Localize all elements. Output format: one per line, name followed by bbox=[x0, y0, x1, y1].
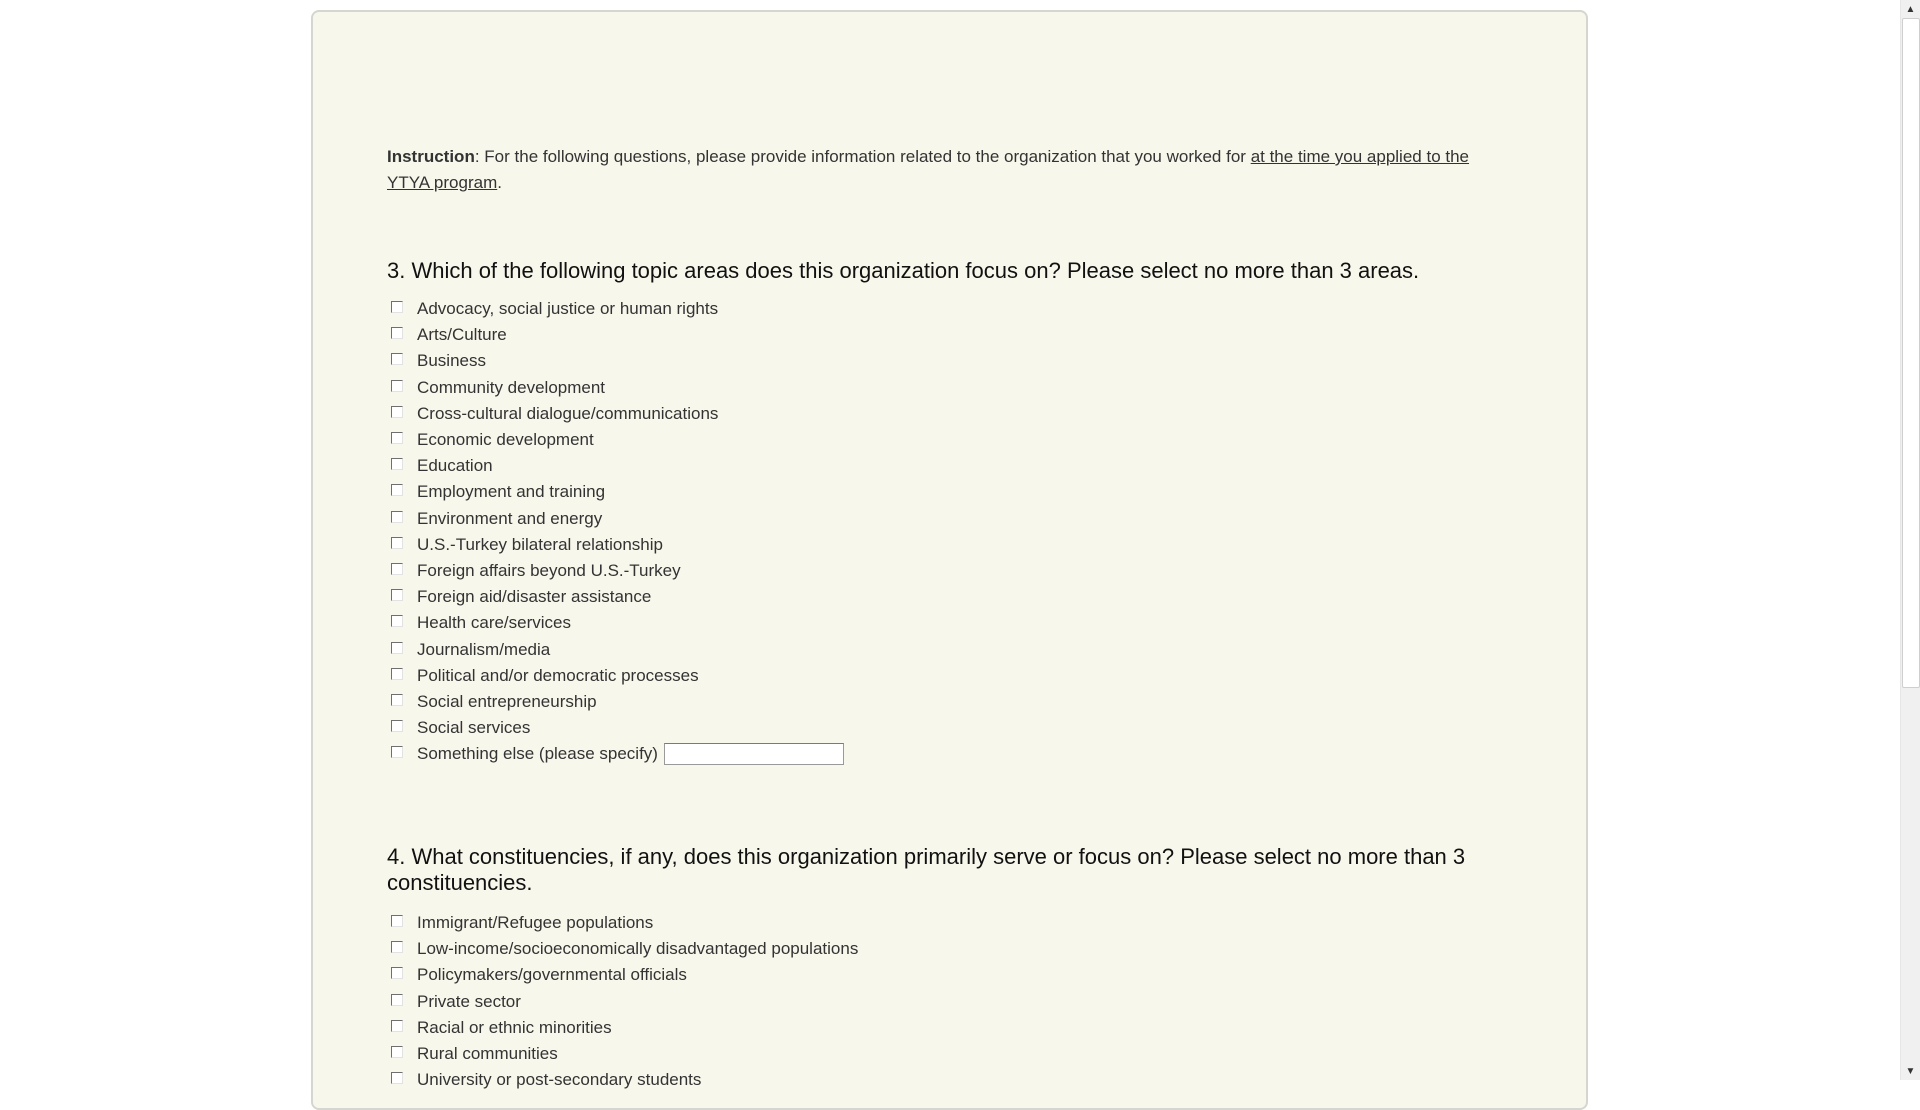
instruction-body: : For the following questions, please provide information related to the organization that you worked for bbox=[474, 147, 1251, 166]
option-label[interactable]: Racial or ethnic minorities bbox=[417, 1017, 612, 1037]
option-label[interactable]: Private sector bbox=[417, 991, 521, 1011]
option-economic-development[interactable] bbox=[391, 427, 844, 453]
checkbox[interactable] bbox=[391, 432, 403, 444]
option-private-sector[interactable] bbox=[391, 989, 858, 1015]
option-label[interactable]: Social entrepreneurship bbox=[417, 691, 597, 711]
scroll-down-icon[interactable]: ▼ bbox=[1905, 1065, 1916, 1077]
option-business[interactable] bbox=[391, 348, 844, 374]
checkbox[interactable] bbox=[391, 1020, 403, 1032]
checkbox[interactable] bbox=[391, 537, 403, 549]
option-label[interactable]: Education bbox=[417, 456, 493, 476]
option-community-development[interactable] bbox=[391, 375, 844, 401]
option-education[interactable] bbox=[391, 453, 844, 479]
checkbox[interactable] bbox=[391, 301, 403, 313]
question-3-title: 3. Which of the following topic areas does this organization focus on? Please select no more than 3 areas. bbox=[387, 258, 1420, 283]
option-health-care[interactable] bbox=[391, 610, 844, 636]
option-label[interactable]: Environment and energy bbox=[417, 508, 603, 528]
option-foreign-affairs[interactable] bbox=[391, 558, 844, 584]
checkbox[interactable] bbox=[391, 406, 403, 418]
option-advocacy[interactable] bbox=[391, 296, 844, 322]
option-label[interactable]: Political and/or democratic processes bbox=[417, 665, 699, 685]
option-arts-culture[interactable] bbox=[391, 322, 844, 348]
option-label[interactable]: Low-income/socioeconomically disadvantaged populations bbox=[417, 939, 859, 959]
instruction-link[interactable]: at the time you applied to the YTYA program bbox=[387, 147, 1469, 192]
option-policymakers[interactable] bbox=[391, 962, 858, 988]
option-employment-training[interactable] bbox=[391, 479, 844, 505]
something-else-input[interactable] bbox=[664, 743, 844, 765]
checkbox[interactable] bbox=[391, 1046, 403, 1058]
option-label[interactable]: Employment and training bbox=[417, 482, 606, 502]
option-cross-cultural[interactable] bbox=[391, 401, 844, 427]
option-label[interactable]: Health care/services bbox=[417, 613, 572, 633]
instruction-end: . bbox=[497, 173, 502, 192]
checkbox[interactable] bbox=[391, 327, 403, 339]
checkbox[interactable] bbox=[391, 511, 403, 523]
checkbox[interactable] bbox=[391, 589, 403, 601]
checkbox[interactable] bbox=[391, 563, 403, 575]
checkbox[interactable] bbox=[391, 615, 403, 627]
option-label[interactable]: Immigrant/Refugee populations bbox=[417, 913, 654, 933]
option-label[interactable]: Cross-cultural dialogue/communications bbox=[417, 403, 719, 423]
checkbox[interactable] bbox=[391, 941, 403, 953]
option-environment-energy[interactable] bbox=[391, 506, 844, 532]
scroll-up-icon[interactable]: ▲ bbox=[1905, 3, 1916, 15]
checkbox[interactable] bbox=[391, 642, 403, 654]
option-label[interactable]: Advocacy, social justice or human rights bbox=[417, 299, 719, 319]
checkbox[interactable] bbox=[391, 353, 403, 365]
option-label[interactable]: Economic development bbox=[417, 430, 594, 450]
checkbox[interactable] bbox=[391, 746, 403, 758]
option-label[interactable]: University or post-secondary students bbox=[417, 1070, 702, 1090]
checkbox[interactable] bbox=[391, 458, 403, 470]
checkbox[interactable] bbox=[391, 1072, 403, 1084]
checkbox[interactable] bbox=[391, 915, 403, 927]
checkbox[interactable] bbox=[391, 967, 403, 979]
instruction-text bbox=[387, 144, 1507, 196]
checkbox[interactable] bbox=[391, 720, 403, 732]
option-label[interactable]: U.S.-Turkey bilateral relationship bbox=[417, 534, 663, 554]
checkbox[interactable] bbox=[391, 668, 403, 680]
instruction-label: Instruction bbox=[387, 147, 475, 166]
option-racial-ethnic-minorities[interactable] bbox=[391, 1015, 858, 1041]
option-foreign-aid[interactable] bbox=[391, 584, 844, 610]
checkbox[interactable] bbox=[391, 694, 403, 706]
option-label[interactable]: Policymakers/governmental officials bbox=[417, 965, 687, 985]
checkbox[interactable] bbox=[391, 484, 403, 496]
option-label[interactable]: Foreign affairs beyond U.S.-Turkey bbox=[417, 560, 681, 580]
checkbox[interactable] bbox=[391, 380, 403, 392]
option-something-else[interactable] bbox=[391, 741, 844, 767]
option-low-income[interactable] bbox=[391, 936, 858, 962]
option-label[interactable]: Something else (please specify) bbox=[417, 744, 658, 764]
option-political-processes[interactable] bbox=[391, 663, 844, 689]
option-label[interactable]: Rural communities bbox=[417, 1044, 558, 1064]
question-4-options bbox=[391, 910, 858, 1093]
question-4-title: 4. What constituencies, if any, does this organization primarily serve or focus on? Please select no more than 3 constituencies. bbox=[387, 844, 1466, 895]
survey-panel bbox=[311, 10, 1588, 1110]
option-social-services[interactable] bbox=[391, 715, 844, 741]
option-rural-communities[interactable] bbox=[391, 1041, 858, 1067]
option-journalism-media[interactable] bbox=[391, 636, 844, 662]
option-label[interactable]: Community development bbox=[417, 377, 606, 397]
option-us-turkey[interactable] bbox=[391, 532, 844, 558]
option-social-entrepreneurship[interactable] bbox=[391, 689, 844, 715]
option-label[interactable]: Social services bbox=[417, 718, 531, 738]
option-label[interactable]: Journalism/media bbox=[417, 639, 551, 659]
option-label[interactable]: Arts/Culture bbox=[417, 325, 507, 345]
question-3-options bbox=[391, 296, 844, 767]
option-label[interactable]: Foreign aid/disaster assistance bbox=[417, 587, 652, 607]
option-label[interactable]: Business bbox=[417, 351, 486, 371]
scrollbar-thumb[interactable] bbox=[1902, 18, 1920, 688]
vertical-scrollbar[interactable] bbox=[1900, 0, 1920, 1080]
option-immigrant-refugee[interactable] bbox=[391, 910, 858, 936]
checkbox[interactable] bbox=[391, 994, 403, 1006]
option-university-students[interactable] bbox=[391, 1067, 858, 1093]
